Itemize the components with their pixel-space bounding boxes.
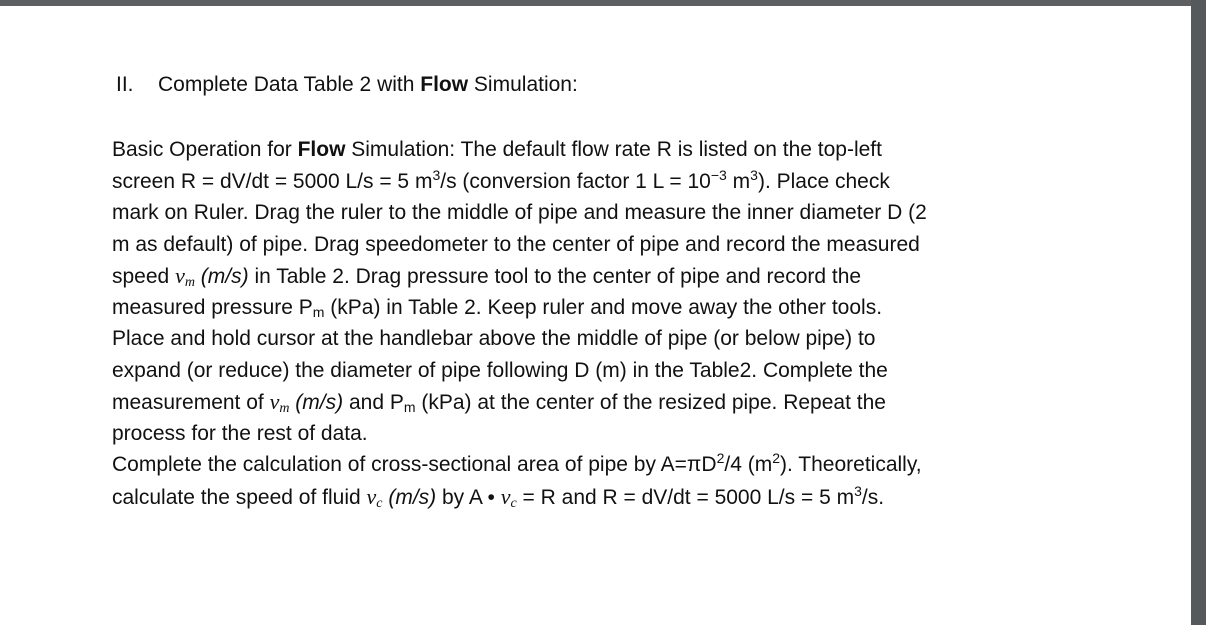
text-run: /s. [861,485,885,509]
paragraph-line [112,481,1072,513]
superscript: 2 [716,450,725,466]
unit-text: (m/s) [289,391,344,414]
subscript: m [279,401,290,416]
paragraph-line: process for the rest of data. [112,421,368,445]
superscript: −3 [710,166,727,183]
text-run: = R and R = dV/dt = 5000 L/s = 5 m [516,485,855,509]
superscript: 3 [750,166,758,183]
text-run: /s (conversion factor 1 L = 10 [440,169,711,193]
subscript: m [184,275,195,290]
text-run: speed [112,265,176,288]
section-number: II. [116,73,134,96]
paragraph-line [112,386,1072,418]
paragraph-line: mark on Ruler. Drag the ruler to the middle of pipe and measure the inner diameter D (2 [112,201,927,224]
unit-text: (m/s) [382,485,437,509]
subscript: m [312,303,325,320]
section-title-bold: Flow [420,73,469,96]
paragraph-line: expand (or reduce) the diameter of pipe following D (m) in the Table2. Complete the [112,358,888,382]
text-run: /4 (m [724,453,773,476]
text-run: calculate the speed of fluid [112,485,367,509]
text-run: ). Theoretically, [780,453,922,476]
paragraph-line: m as default) of pipe. Drag speedometer to the center of pipe and record the measured [112,232,920,256]
text-run: Simulation: The default flow rate R is listed on the top-left [345,138,882,161]
math-variable: v [500,483,511,509]
text-run: and P [343,391,404,414]
paragraph-line: Place and hold cursor at the handlebar above the middle of pipe (or below pipe) to [112,327,876,350]
math-variable: v [366,483,377,509]
text-run: Basic Operation for [112,138,298,161]
text-run: screen R = dV/dt = 5000 L/s = 5 m [112,169,433,193]
paragraph-line [112,292,1072,324]
text-run: measurement of [112,391,270,414]
paragraph-line [112,260,1072,292]
text-run: (kPa) in Table 2. Keep ruler and move away the other tools. [324,295,883,319]
text-run: m [726,169,751,193]
section-title-pre: Complete Data Table 2 with [158,73,421,96]
section-heading [116,72,578,98]
scrollbar[interactable] [1191,0,1206,625]
text-run: Complete the calculation of cross-sectional area of pipe by A=πD [112,453,717,476]
instructions-paragraph [112,134,1072,512]
text-run: by A • [436,485,501,509]
unit-text: (m/s) [194,265,249,288]
paragraph-line [112,166,1072,198]
superscript: 3 [432,166,441,183]
math-variable: v [269,389,280,414]
text-run: ). Place check [757,169,890,193]
math-variable: v [175,263,185,288]
superscript: 2 [772,450,780,466]
subscript: c [510,495,517,511]
section-title-post: Simulation: [468,73,578,96]
text-run: in Table 2. Drag pressure tool to the center of pipe and record the [248,265,862,288]
paragraph-line [112,134,1072,166]
text-run: (kPa) at the center of the resized pipe. Repeat the [415,391,886,414]
superscript: 3 [854,482,862,499]
subscript: c [376,495,383,511]
subscript: m [403,399,416,415]
text-run: measured pressure P [112,295,313,319]
bold-run: Flow [297,138,346,161]
paragraph-line [112,449,1072,481]
